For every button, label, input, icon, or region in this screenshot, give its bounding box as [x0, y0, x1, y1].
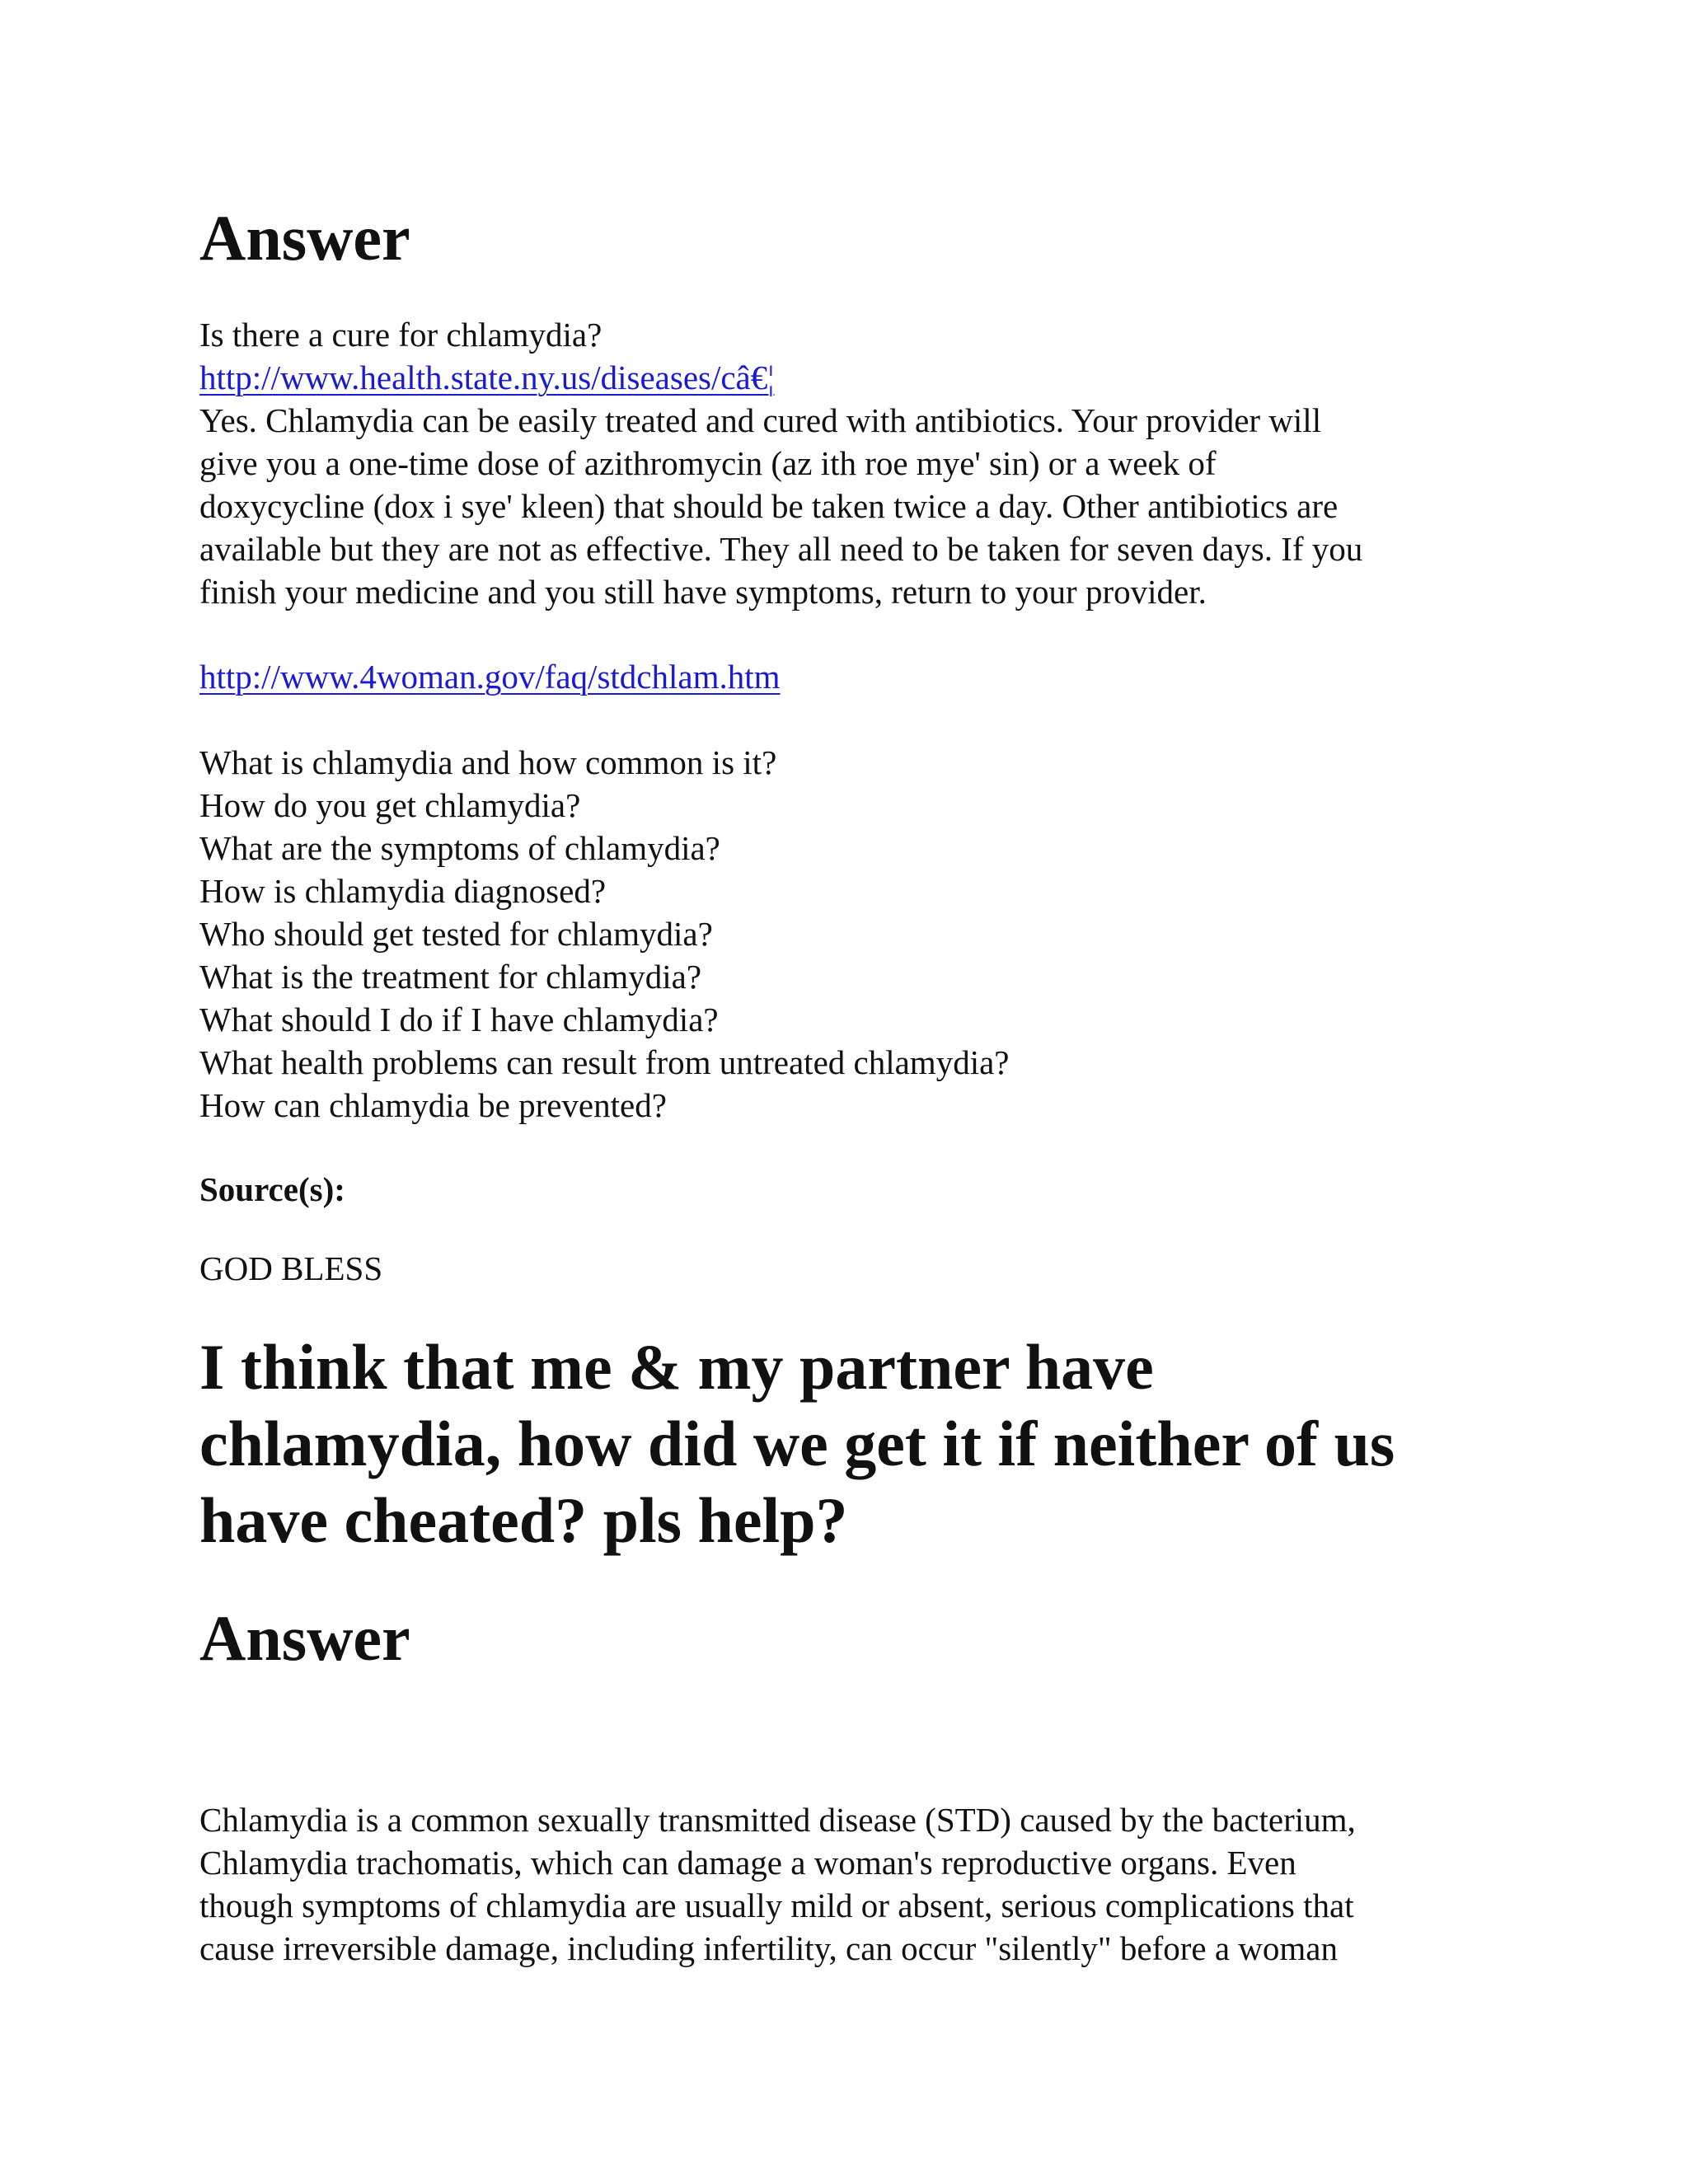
faq-item: Who should get tested for chlamydia?: [199, 915, 713, 953]
4woman-faq-link[interactable]: http://www.4woman.gov/faq/stdchlam.htm: [199, 658, 781, 696]
answer-heading-2: Answer: [199, 1602, 410, 1674]
faq-item: What is the treatment for chlamydia?: [199, 958, 702, 996]
faq-item: How do you get chlamydia?: [199, 786, 581, 824]
answer-body-2: [199, 1798, 1502, 1970]
answer-heading-1: Answer: [199, 202, 410, 274]
paragraph-line: Chlamydia trachomatis, which can damage a woman's reproductive organs. Even: [199, 1844, 1296, 1882]
source-label: Source(s):: [199, 1170, 345, 1208]
question-line: Is there a cure for chlamydia?: [199, 316, 603, 354]
faq-item: What are the symptoms of chlamydia?: [199, 829, 720, 867]
paragraph-line: Yes. Chlamydia can be easily treated and cured with antibiotics. Your provider will: [199, 401, 1322, 439]
paragraph-line: available but they are not as effective. They all need to be taken for seven days. If you: [199, 530, 1363, 568]
link-block: [199, 655, 1502, 698]
paragraph-line: though symptoms of chlamydia are usually mild or absent, serious complications that: [199, 1886, 1354, 1924]
source-text: GOD BLESS: [199, 1249, 383, 1287]
faq-item: What should I do if I have chlamydia?: [199, 1001, 719, 1038]
faq-item: How is chlamydia diagnosed?: [199, 872, 607, 910]
faq-item: What health problems can result from untreated chlamydia?: [199, 1043, 1010, 1081]
paragraph-line: Chlamydia is a common sexually transmitted disease (STD) caused by the bacterium,: [199, 1801, 1356, 1839]
paragraph-line: doxycycline (dox i sye' kleen) that should be taken twice a day. Other antibiotics are: [199, 487, 1339, 525]
question-title: [199, 1329, 1518, 1558]
answer-body-1: [199, 313, 1502, 613]
paragraph-line: cause irreversible damage, including infertility, can occur "silently" before a woman: [199, 1929, 1339, 1967]
health-ny-link[interactable]: http://www.health.state.ny.us/diseases/câ€¦: [199, 359, 775, 396]
question-title-line: have cheated? pls help?: [199, 1484, 848, 1556]
paragraph-line: finish your medicine and you still have symptoms, return to your provider.: [199, 573, 1207, 611]
faq-list: [199, 741, 1502, 1127]
faq-item: How can chlamydia be prevented?: [199, 1086, 667, 1124]
faq-item: What is chlamydia and how common is it?: [199, 743, 777, 781]
question-title-line: chlamydia, how did we get it if neither of us: [199, 1408, 1395, 1479]
paragraph-line: give you a one-time dose of azithromycin (az ith roe mye' sin) or a week of: [199, 444, 1217, 482]
question-title-line: I think that me & my partner have: [199, 1331, 1154, 1403]
